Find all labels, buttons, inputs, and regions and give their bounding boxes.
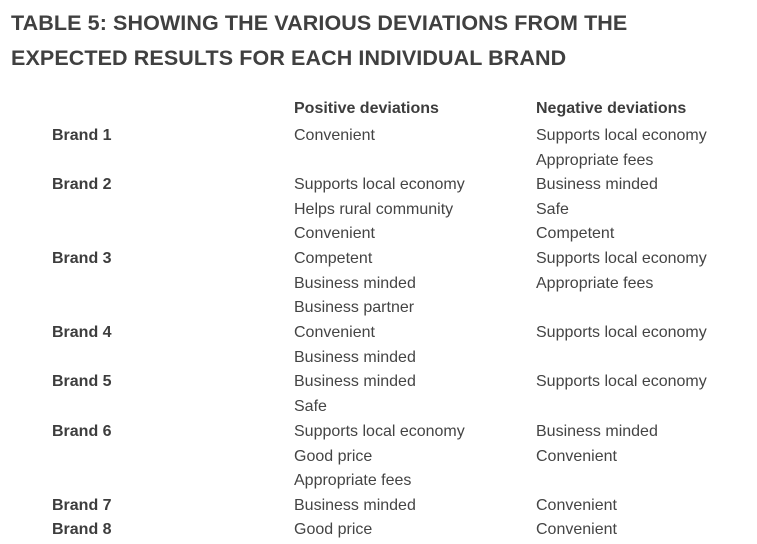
- brand-label: Brand 7: [52, 497, 112, 514]
- brand-label: Brand 6: [52, 423, 112, 440]
- table-title-line-1: TABLE 5: SHOWING THE VARIOUS DEVIATIONS FROM THE: [11, 11, 628, 35]
- negative-deviations-cell: [536, 321, 707, 346]
- positive-deviations-cell: [294, 494, 416, 519]
- brand-label: Brand 8: [52, 521, 112, 538]
- negative-item: Appropriate fees: [536, 151, 654, 169]
- negative-item: Business minded: [536, 423, 658, 440]
- positive-deviations-cell: [294, 173, 465, 247]
- negative-item: Supports local economy: [536, 373, 707, 390]
- positive-deviations-cell: [294, 321, 416, 370]
- negative-deviations-cell: [536, 370, 707, 395]
- table-title-line-2: EXPECTED RESULTS FOR EACH INDIVIDUAL BRAND: [11, 46, 567, 70]
- negative-deviations-cell: [536, 124, 707, 173]
- negative-item: Business minded: [536, 176, 658, 193]
- positive-item: Good price: [294, 447, 373, 465]
- negative-deviations-cell: [536, 247, 707, 296]
- header-positive-deviations: Positive deviations: [294, 100, 439, 117]
- positive-item: Business minded: [294, 274, 416, 292]
- positive-deviations-cell: [294, 420, 465, 494]
- table-title: [11, 6, 751, 76]
- negative-item: Convenient: [536, 447, 617, 465]
- positive-item: Convenient: [294, 225, 375, 243]
- positive-item: Supports local economy: [294, 176, 465, 193]
- positive-item: Business minded: [294, 348, 416, 366]
- positive-item: Business minded: [294, 497, 416, 514]
- positive-deviations-cell: [294, 518, 372, 543]
- positive-item: Business minded: [294, 373, 416, 390]
- positive-item: Business partner: [294, 299, 415, 317]
- positive-deviations-cell: [294, 370, 416, 419]
- positive-deviations-cell: [294, 247, 416, 321]
- negative-deviations-cell: [536, 518, 617, 543]
- positive-item: Safe: [294, 397, 327, 415]
- negative-item: Appropriate fees: [536, 274, 654, 292]
- negative-deviations-cell: [536, 494, 617, 519]
- positive-item: Helps rural community: [294, 200, 454, 218]
- brand-label: Brand 1: [52, 127, 112, 144]
- negative-item: Convenient: [536, 497, 617, 514]
- brand-label: Brand 4: [52, 324, 112, 341]
- negative-item: Supports local economy: [536, 250, 707, 267]
- positive-item: Supports local economy: [294, 423, 465, 440]
- brand-label: Brand 3: [52, 250, 112, 267]
- brand-label: Brand 2: [52, 176, 112, 193]
- negative-item: Safe: [536, 200, 569, 218]
- negative-item: Competent: [536, 225, 615, 243]
- positive-item: Convenient: [294, 127, 375, 144]
- brand-label: Brand 5: [52, 373, 112, 390]
- negative-item: Supports local economy: [536, 324, 707, 341]
- negative-deviations-cell: [536, 173, 658, 247]
- header-negative-deviations: Negative deviations: [536, 100, 687, 117]
- positive-item: Appropriate fees: [294, 472, 412, 490]
- negative-item: Supports local economy: [536, 127, 707, 144]
- positive-item: Convenient: [294, 324, 375, 341]
- negative-item: Convenient: [536, 521, 617, 538]
- positive-item: Good price: [294, 521, 373, 538]
- negative-deviations-cell: [536, 420, 658, 469]
- positive-deviations-cell: [294, 124, 375, 149]
- positive-item: Competent: [294, 250, 373, 267]
